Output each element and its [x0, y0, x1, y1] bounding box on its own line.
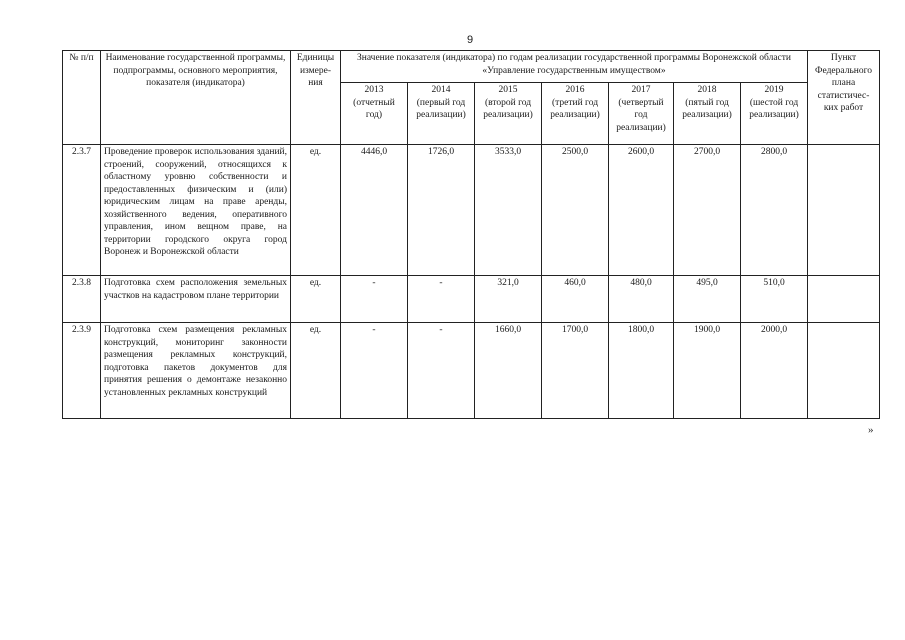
header-year-2013: 2013 (отчетный год)	[341, 83, 408, 145]
row-federal-plan-point	[808, 323, 880, 419]
row-number: 2.3.9	[63, 323, 101, 419]
row-federal-plan-point	[808, 145, 880, 276]
table-row	[63, 276, 880, 323]
row-number: 2.3.8	[63, 276, 101, 323]
header-name: Наименование государственной программы, подпрограммы, основного мероприятия, показателя (индикатора)	[101, 51, 291, 145]
row-units: ед.	[291, 323, 341, 419]
row-federal-plan-point	[808, 276, 880, 323]
header-year-2019: 2019 (шестой год реализации)	[741, 83, 808, 145]
value-2013: -	[341, 323, 408, 419]
value-2016: 460,0	[542, 276, 609, 323]
closing-quote: »	[868, 424, 874, 436]
value-2018: 1900,0	[674, 323, 741, 419]
value-2019: 2800,0	[741, 145, 808, 276]
row-units: ед.	[291, 276, 341, 323]
value-2014: -	[408, 276, 475, 323]
value-2018: 2700,0	[674, 145, 741, 276]
page-number: 9	[466, 34, 474, 46]
value-2015: 321,0	[475, 276, 542, 323]
header-units: Единицы измере-ния	[291, 51, 341, 145]
value-2017: 1800,0	[609, 323, 674, 419]
value-2013: 4446,0	[341, 145, 408, 276]
value-2015: 1660,0	[475, 323, 542, 419]
table-row	[63, 323, 880, 419]
table-row	[63, 145, 880, 276]
value-2018: 495,0	[674, 276, 741, 323]
header-values: Значение показателя (индикатора) по годам реализации государственной программы Воронежской области «Управление государственным имуществом»	[341, 51, 808, 83]
value-2016: 2500,0	[542, 145, 609, 276]
row-name: Подготовка схем расположения земельных участков на кадастровом плане территории	[101, 276, 291, 323]
header-year-2017: 2017 (четвертый год реализации)	[609, 83, 674, 145]
header-federal-plan-point: Пункт Федерального плана статистичес-ких работ	[808, 51, 880, 145]
header-year-2018: 2018 (пятый год реализации)	[674, 83, 741, 145]
row-units: ед.	[291, 145, 341, 276]
value-2014: -	[408, 323, 475, 419]
header-year-2014: 2014 (первый год реализации)	[408, 83, 475, 145]
value-2016: 1700,0	[542, 323, 609, 419]
indicators-table	[62, 50, 880, 419]
row-number: 2.3.7	[63, 145, 101, 276]
value-2014: 1726,0	[408, 145, 475, 276]
value-2017: 2600,0	[609, 145, 674, 276]
value-2019: 2000,0	[741, 323, 808, 419]
row-name: Подготовка схем размещения рекламных конструкций, мониторинг законности размещения рекламных конструкций, подготовка пакетов документов для принятия решения о демонтаже незаконно установленных рекламных конструкций	[101, 323, 291, 419]
header-year-2016: 2016 (третий год реализации)	[542, 83, 609, 145]
value-2015: 3533,0	[475, 145, 542, 276]
value-2019: 510,0	[741, 276, 808, 323]
row-name: Проведение проверок использования зданий, строений, сооружений, относящихся к областному уровню собственности и предоставленных физическим и (или) юридическим лицам на праве аренды, хозяйственного ведения, оперативного управления, ином вещном праве, на территории городского округа город Воронеж и Воронежской области	[101, 145, 291, 276]
value-2013: -	[341, 276, 408, 323]
header-year-2015: 2015 (второй год реализации)	[475, 83, 542, 145]
value-2017: 480,0	[609, 276, 674, 323]
header-number: № п/п	[63, 51, 101, 145]
